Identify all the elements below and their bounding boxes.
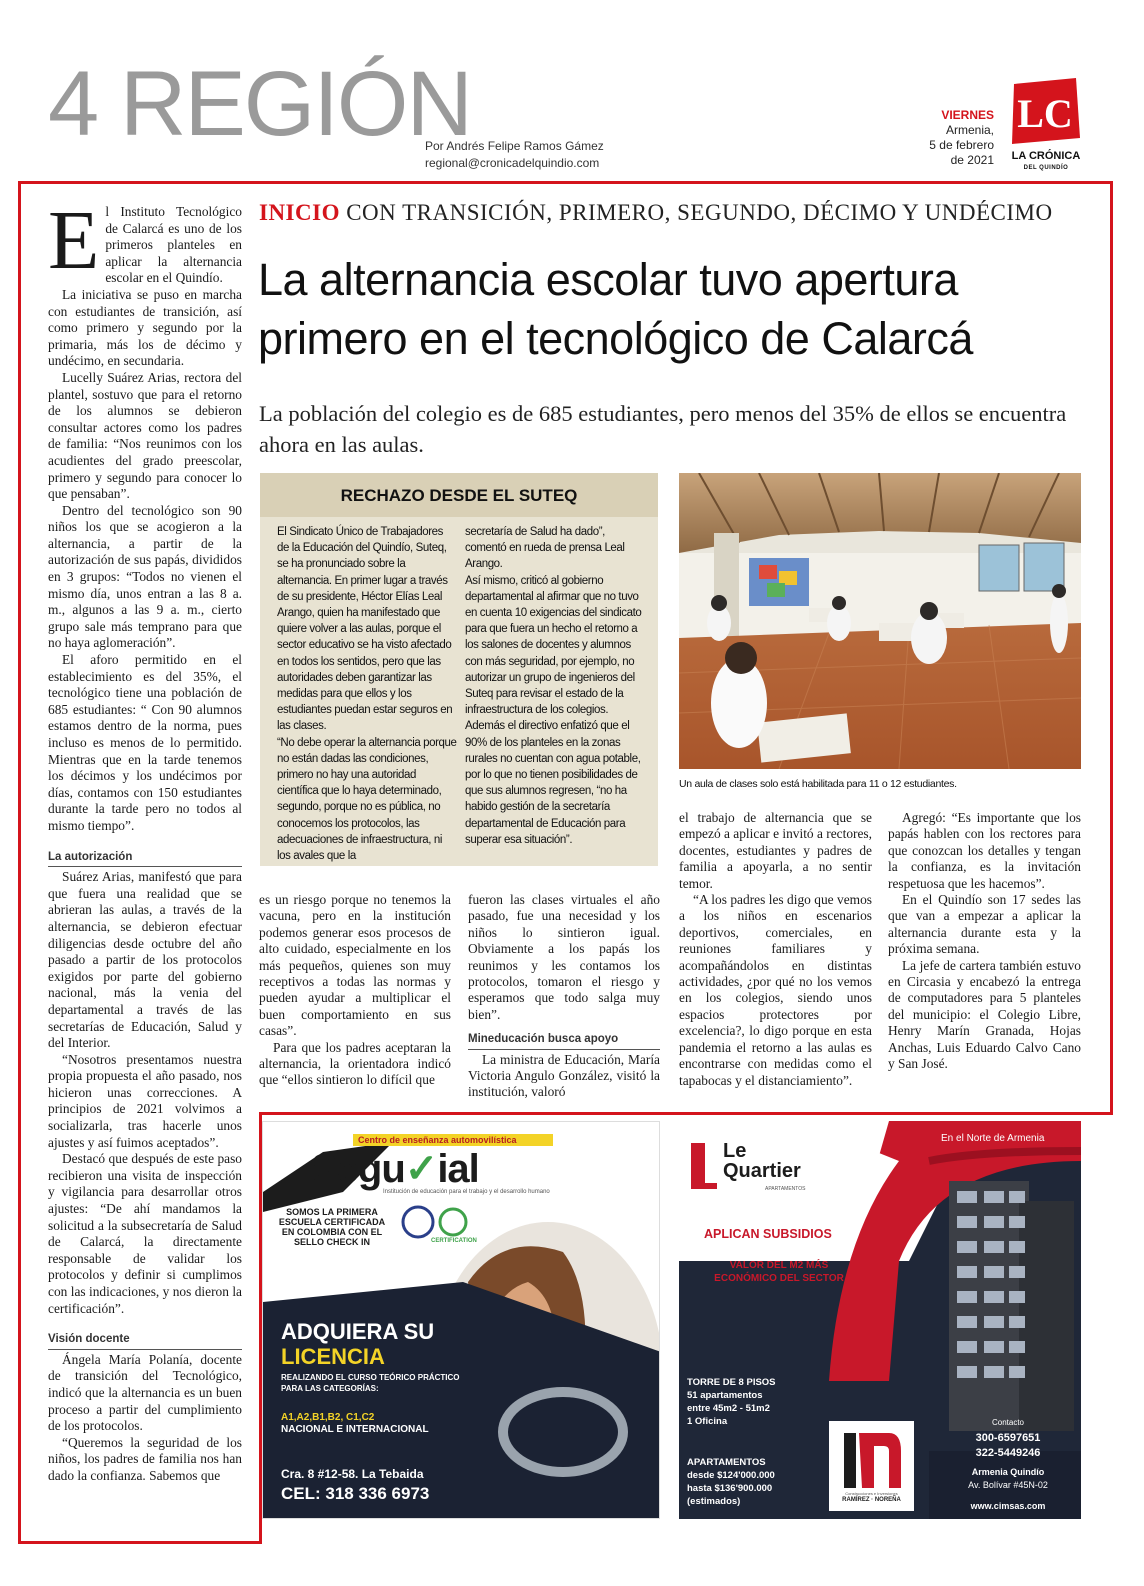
- contact-label: Contacto: [991, 1418, 1025, 1427]
- paragraph: es un riesgo porque no tenemos la vacuna, pero en la institución podemos generar esos procesos de alto cuidado, especialmente en los más pequeños, quienes son muy receptivos a todas las normas y pueden ayudar a multiplicar el buen comportamiento en sus casas”.: [259, 892, 451, 1039]
- phone[interactable]: 322-5449246: [975, 1447, 1041, 1459]
- paragraph: Ángela María Polanía, docente de transición del Tecnológico, indicó que la alternancia es un buen proceso a partir del cumplimiento de los protocolos.: [48, 1351, 242, 1434]
- dropcap: E: [48, 194, 100, 287]
- ad-brand-end: ial: [437, 1147, 479, 1191]
- paragraph: Suárez Arias, manifestó que para que fuera una realidad que se abrieran las aulas, a través de la alternancia, se debieron efectuar diligencias desde octubre del año pasado a partir de los protocolos exigidos por parte del gobierno nacional, más la venia del departamental a través de las secretarías de Educación, Salud y del Interior.: [48, 869, 242, 1051]
- quartier-brand: [723, 1141, 801, 1181]
- builder-sub: Construcciones e Inversiones: [845, 1491, 898, 1496]
- section-title: REGIÓN: [120, 53, 471, 155]
- ad-course: REALIZANDO EL CURSO TEÓRICO PRÁCTICO PARA LAS CATEGORÍAS:: [281, 1373, 460, 1393]
- byline-author: Por Andrés Felipe Ramos Gámez: [425, 139, 604, 153]
- subheading-vision-docente: Visión docente: [48, 1331, 242, 1350]
- quartier-location: En el Norte de Armenia: [941, 1133, 1045, 1144]
- paragraph: Agregó: “Es importante que los papás hablen con los rectores para que conozcan los detalles y tengan la confianza, es la invitación respetuosa que les hacemos”.: [888, 810, 1081, 891]
- paragraph: “A los padres les digo que vemos a los niños en escenarios deportivos, comerciales, en reuniones familiares y acompañándolos en distintas actividades, ¿por qué no los vemos en los colegios, siendo unos espacios protectores por excelencia?, lo digo porque en esta pandemia el retorno a las aulas es encontrarse con medidas como el tapabocas y el distanciamiento”.: [679, 892, 872, 1088]
- byline-email[interactable]: regional@cronicadelquindio.com: [425, 156, 600, 170]
- article-column-lower-2: [468, 892, 660, 1101]
- kicker-text: CON TRANSICIÓN, PRIMERO, SEGUNDO, DÉCIMO Y UNDÉCIMO: [346, 200, 1053, 225]
- ad-tagline: Institución de educación para el trabajo y el desarrollo humano: [383, 1189, 550, 1195]
- first-paragraph: [48, 194, 242, 287]
- tower-line: 51 apartamentos: [687, 1390, 763, 1401]
- kicker-label: INICIO: [259, 200, 340, 225]
- article-column-3: [679, 810, 872, 1089]
- paragraph: “Nosotros presentamos nuestra propia propuesta el año pasado, nos hicieron unas correcciones. A principios de 2021 volvimos a socializarla, tras hacerle unos ajustes y así fuimos aceptados”.: [48, 1051, 242, 1150]
- contact-phones: [935, 1431, 1081, 1461]
- date-block: [929, 108, 994, 168]
- subheading-mineducacion: Mineducación busca apoyo: [468, 1031, 660, 1049]
- quartier-brand-sub: APARTAMENTOS: [765, 1186, 806, 1192]
- ad-categories: A1,A2,B1,B2, C1,C2: [281, 1412, 375, 1423]
- article-column-4: [888, 810, 1081, 1073]
- paragraph: Dentro del tecnológico son 90 niños los que se acogieron a la alternancia, a partir de la autorización de sus papás, divididos en 3 grupos: “Todos no vienen el mismo día, unos entran a las 8 a. m., algunos a las 9 a. m., cierto grupo sale más temprano para que no haya aglomeración”.: [48, 502, 242, 651]
- price-line: hasta $136'900.000: [687, 1483, 773, 1494]
- sidebar-paragraph: El Sindicato Único de Trabajadores de la Educación del Quindío, Suteq, se ha pronunciado sobre la alternancia. En primer lugar a través de su presidente, Héctor Elías Leal Arango, quien ha manifestado que quiere volver a las aulas, porque el sector educativo se ha visto afectado en todos los sentidos, pero que las autoridades deben garantizar las medidas para que ellos y los estudiantes puedan estar seguros en las clases.: [277, 526, 453, 733]
- ad-brand-start: Segu: [311, 1147, 405, 1191]
- quartier-brand-line1: Le: [723, 1140, 747, 1162]
- ad-headline-2: LICENCIA: [281, 1344, 385, 1369]
- quartier-value-line2: ECONÓMICO DEL SECTOR: [714, 1273, 844, 1284]
- paragraph: Destacó que después de este paso recibieron una visita de inspección y vigilancia para desarrollar otros ajustes: “De ahí mandamos la solicitud a la subsecretaría de Salud de Calarcá, la directamente responsable de validar los protocolos y definir si cumplimos con las indicaciones, y nos dieron la certificación”.: [48, 1151, 242, 1316]
- photo-caption: Un aula de clases solo está habilitada para 11 o 12 estudiantes.: [679, 778, 957, 790]
- paragraph: fueron las clases virtuales el año pasado, fue una necesidad y los niños lo sintieron igual. Obviamente a los papás los reunimos y les contamos los protocolos, tomaron el riesgo y esperamos que todo salga muy bien”.: [468, 892, 660, 1022]
- kicker: [259, 200, 1053, 226]
- ad-cert-label: CERTIFICATION: [431, 1238, 477, 1244]
- ad-headline-1: ADQUIERA SU: [281, 1319, 435, 1344]
- tower-line: 1 Oficina: [687, 1416, 728, 1427]
- date-line-2: de 2021: [950, 153, 994, 167]
- paragraph-text: l Instituto Tecnológico de Calarcá es uno de los primeros planteles en aplicar la alternancia escolar en el Quindío.: [105, 204, 242, 286]
- date-line-1: 5 de febrero: [929, 138, 994, 152]
- logo-letters: LC: [1017, 91, 1073, 136]
- sidebar-column-2: [465, 524, 645, 848]
- paragraph: La ministra de Educación, María Victoria Angulo González, visitó la institución, valoró: [468, 1051, 660, 1100]
- sidebar-paragraph: Así mismo, criticó al gobierno departamental al afirmar que no tuvo en cuenta 10 exigencias del sindicato para que fuera un hecho el retorno a los salones de docentes y alumnos con más seguridad, por ejemplo, no autorizar un grupo de ingenieros del Suteq para revisar el estado de la infraestructura de los colegios.: [465, 574, 642, 717]
- paragraph: el trabajo de alternancia que se empezó a aplicar e invitó a rectores, docentes, estudiantes y padres de familia a apoyarla, a no sentir temor.: [679, 810, 872, 891]
- price-line: (estimados): [687, 1496, 741, 1507]
- sidebar-paragraph: Además el directivo enfatizó que el 90% de los planteles en la zonas rurales no cuentan con agua potable, por lo que no tienen posibilidades de que sus alumnos regresen, “no ha habido gestión de la secretaría departamental de Educación para superar esa situación”.: [465, 720, 641, 846]
- paragraph: La jefe de cartera también estuvo en Circasia y encabezó la entrega de computadores para 5 planteles del municipio: el Colegio Libre, Henry Marín Granada, Hojas Anchas, Luis Eduardo Calvo Cano y San José.: [888, 957, 1081, 1072]
- quartier-tower-info: [687, 1376, 776, 1428]
- deck: La población del colegio es de 685 estudiantes, pero menos del 35% de ellos se encuentra ahora en las aulas.: [259, 401, 1067, 457]
- ad-claim: SOMOS LA PRIMERA ESCUELA CERTIFICADA EN COLOMBIA CON EL SELLO CHECK IN: [278, 1207, 386, 1247]
- weekday: VIERNES: [941, 108, 994, 122]
- logo-title: LA CRÓNICA: [1011, 150, 1081, 162]
- check-icon: ✓: [404, 1147, 438, 1191]
- article-left-column: [48, 194, 242, 1485]
- byline: [425, 138, 604, 172]
- article-column-lower-1: [259, 892, 451, 1089]
- paragraph: En el Quindío son 17 sedes las que van a empezar a aplicar la alternancia durante esta y la próxima semana.: [888, 892, 1081, 957]
- contact-city: Armenia Quindío: [971, 1467, 1045, 1477]
- paragraph: Para que los padres aceptaran la alternancia, la orientadora indicó que “ellos sintieron lo difícil que: [259, 1039, 451, 1088]
- contact-street: Av. Bolívar #45N-02: [968, 1480, 1048, 1490]
- price-line: desde $124'000.000: [687, 1470, 775, 1481]
- logo-name: [1006, 150, 1086, 174]
- quartier-brand-line2: Quartier: [723, 1160, 801, 1182]
- paragraph: El aforo permitido en el establecimiento es del 35%, el tecnológico tiene una población de 685 estudiantes: “ Con 90 alumnos estamos dentro de la norma, pues incluso es menos de lo permitido. Mientras que en la tarde tenemos los décimos y los undécimos por días, contamos con 150 estudiantes durante la tarde pero no todos al mismo tiempo”.: [48, 652, 242, 833]
- ad-seguvial[interactable]: [262, 1121, 660, 1519]
- paragraph: La iniciativa se puso en marcha con estudiantes de transición, así como primero y segundo por la primaria, más los de décimo y undécimo, en secundaria.: [48, 286, 242, 369]
- sidebar-paragraph: “No debe operar la alternancia porque no están dadas las condiciones, primero no hay una autoridad científica que lo haya determinado, segundo, porque no es pública, no conocemos los protocolos, las adecuaciones de infraestructura, ni los avales que la: [277, 736, 457, 863]
- ad-address: Cra. 8 #12-58. La Tebaida: [281, 1467, 424, 1481]
- ad-phone[interactable]: CEL: 318 336 6973: [281, 1484, 430, 1503]
- phone[interactable]: 300-6597651: [975, 1432, 1041, 1444]
- ad-top-label: Centro de enseñanza automovilística: [358, 1135, 517, 1145]
- price-title: APARTAMENTOS: [687, 1457, 766, 1468]
- ad-scope: NACIONAL E INTERNACIONAL: [281, 1424, 429, 1435]
- sidebar-column-1: [277, 524, 457, 864]
- page-number: 4: [48, 53, 101, 155]
- quartier-subsidies: APLICAN SUBSIDIOS: [704, 1227, 832, 1241]
- ad-brand: [311, 1146, 479, 1192]
- classroom-photo: [679, 473, 1081, 769]
- paragraph: Lucelly Suárez Arias, rectora del plantel, sostuvo que para el retorno de los alumnos se debieron consultar actores como los padres de familia: “Nos reunimos con los acudientes del grado preescolar, primero y segundo para conocer lo que pensaban”.: [48, 369, 242, 502]
- sidebar-paragraph: secretaría de Salud ha dado”, comentó en rueda de prensa Leal Arango.: [465, 526, 625, 571]
- logo-subtitle: DEL QUINDÍO: [1023, 165, 1069, 171]
- quartier-value: [699, 1259, 859, 1285]
- tower-line: entre 45m2 - 51m2: [687, 1403, 770, 1414]
- sidebar-title: RECHAZO DESDE EL SUTEQ: [260, 473, 658, 517]
- newspaper-logo: [1010, 78, 1080, 148]
- quartier-prices: [687, 1456, 775, 1508]
- tower-line: TORRE DE 8 PISOS: [687, 1377, 776, 1388]
- subheading-autorizacion: La autorización: [48, 849, 242, 868]
- headline: La alternancia escolar tuvo apertura primero en el tecnológico de Calarcá: [258, 254, 973, 364]
- builder-name: RAMÍREZ · NOREÑA: [842, 1497, 901, 1503]
- quartier-value-line1: VALOR DEL M2 MÁS: [729, 1260, 829, 1271]
- paragraph: “Queremos la seguridad de los niños, los padres de familia nos han dado la confianza. Sabemos que: [48, 1434, 242, 1483]
- ad-le-quartier[interactable]: [679, 1121, 1081, 1519]
- city: Armenia,: [945, 123, 994, 137]
- contact-web[interactable]: www.cimsas.com: [970, 1501, 1046, 1511]
